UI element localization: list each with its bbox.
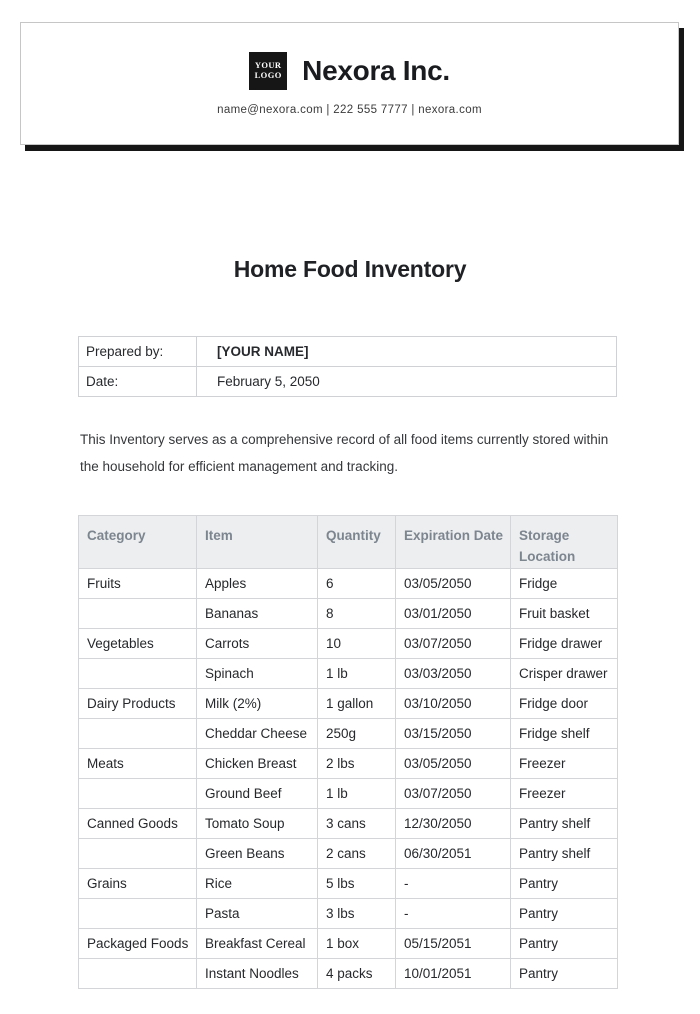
logo-text-line2: LOGO: [254, 69, 282, 80]
table-cell: Chicken Breast: [197, 749, 318, 779]
inventory-table: [78, 515, 618, 989]
page-title: Home Food Inventory: [233, 256, 467, 282]
table-cell: 8: [318, 599, 396, 629]
table-cell: 2 cans: [318, 839, 396, 869]
prepared-by-label: Prepared by:: [79, 337, 197, 367]
contact-line: name@nexora.com | 222 555 7777 | nexora.com: [217, 103, 482, 116]
column-header-item: Item: [197, 516, 318, 569]
table-row: [79, 869, 618, 899]
table-cell: Fruits: [79, 569, 197, 599]
company-name: Nexora Inc.: [302, 54, 450, 86]
table-cell: Dairy Products: [79, 689, 197, 719]
table-cell: 2 lbs: [318, 749, 396, 779]
table-cell: Carrots: [197, 629, 318, 659]
table-cell: Packaged Foods: [79, 929, 197, 959]
table-row: [79, 659, 618, 689]
table-cell: Fridge drawer: [511, 629, 618, 659]
brand-row: [249, 52, 450, 90]
table-cell: 10/01/2051: [396, 959, 511, 989]
column-header-category: Category: [79, 516, 197, 569]
letterhead-card: [20, 22, 679, 145]
table-cell: 6: [318, 569, 396, 599]
date-value: February 5, 2050: [197, 367, 617, 397]
table-cell: 1 lb: [318, 779, 396, 809]
company-logo-icon: [249, 52, 287, 90]
table-cell: 03/07/2050: [396, 779, 511, 809]
table-cell: 250g: [318, 719, 396, 749]
table-row: [79, 689, 618, 719]
table-cell: 06/30/2051: [396, 839, 511, 869]
table-cell: Spinach: [197, 659, 318, 689]
table-cell: Pantry: [511, 959, 618, 989]
table-cell: Ground Beef: [197, 779, 318, 809]
table-cell: Milk (2%): [197, 689, 318, 719]
table-cell: 05/15/2051: [396, 929, 511, 959]
table-cell: Crisper drawer: [511, 659, 618, 689]
table-row: [79, 839, 618, 869]
table-cell: 3 cans: [318, 809, 396, 839]
table-cell: 1 lb: [318, 659, 396, 689]
table-cell: -: [396, 869, 511, 899]
table-cell: 1 gallon: [318, 689, 396, 719]
table-cell: 10: [318, 629, 396, 659]
table-cell: Instant Noodles: [197, 959, 318, 989]
table-cell: Pantry shelf: [511, 839, 618, 869]
column-header-expiration-date: Expiration Date: [396, 516, 511, 569]
table-cell: Breakfast Cereal: [197, 929, 318, 959]
table-cell: Fridge: [511, 569, 618, 599]
table-cell: [79, 839, 197, 869]
table-cell: Pasta: [197, 899, 318, 929]
meta-table: [78, 336, 617, 397]
table-cell: [79, 779, 197, 809]
table-cell: [79, 719, 197, 749]
table-cell: Fridge shelf: [511, 719, 618, 749]
table-cell: Fridge door: [511, 689, 618, 719]
table-cell: [79, 599, 197, 629]
meta-row-date: [79, 367, 617, 397]
table-cell: -: [396, 899, 511, 929]
table-cell: 5 lbs: [318, 869, 396, 899]
table-cell: 12/30/2050: [396, 809, 511, 839]
table-cell: Freezer: [511, 779, 618, 809]
table-cell: Green Beans: [197, 839, 318, 869]
table-cell: Cheddar Cheese: [197, 719, 318, 749]
description-paragraph: This Inventory serves as a comprehensive record of all food items currently stored within the household for efficient management and tracking.: [80, 432, 609, 474]
table-cell: Rice: [197, 869, 318, 899]
table-cell: 1 box: [318, 929, 396, 959]
table-cell: 03/05/2050: [396, 749, 511, 779]
table-cell: 03/10/2050: [396, 689, 511, 719]
table-cell: 3 lbs: [318, 899, 396, 929]
column-header-quantity: Quantity: [318, 516, 396, 569]
table-cell: Freezer: [511, 749, 618, 779]
table-cell: 4 packs: [318, 959, 396, 989]
column-header-storage-location: Storage Location: [511, 516, 618, 569]
table-cell: 03/07/2050: [396, 629, 511, 659]
table-row: [79, 959, 618, 989]
table-cell: [79, 659, 197, 689]
table-cell: Tomato Soup: [197, 809, 318, 839]
table-cell: Apples: [197, 569, 318, 599]
table-row: [79, 599, 618, 629]
table-cell: Pantry: [511, 869, 618, 899]
table-cell: Vegetables: [79, 629, 197, 659]
table-row: [79, 779, 618, 809]
table-cell: Fruit basket: [511, 599, 618, 629]
table-row: [79, 719, 618, 749]
table-cell: Meats: [79, 749, 197, 779]
table-row: [79, 569, 618, 599]
table-cell: Pantry: [511, 899, 618, 929]
logo-text-line1: YOUR: [254, 59, 282, 70]
table-cell: 03/05/2050: [396, 569, 511, 599]
table-cell: 03/01/2050: [396, 599, 511, 629]
prepared-by-value: [YOUR NAME]: [197, 337, 617, 367]
table-row: [79, 749, 618, 779]
table-row: [79, 899, 618, 929]
table-cell: Canned Goods: [79, 809, 197, 839]
inventory-body: [79, 569, 618, 989]
table-cell: Grains: [79, 869, 197, 899]
table-cell: Bananas: [197, 599, 318, 629]
table-cell: 03/15/2050: [396, 719, 511, 749]
inventory-header-row: [79, 516, 618, 569]
meta-row-prepared-by: [79, 337, 617, 367]
table-cell: Pantry: [511, 929, 618, 959]
table-row: [79, 809, 618, 839]
table-cell: [79, 899, 197, 929]
table-row: [79, 629, 618, 659]
table-cell: 03/03/2050: [396, 659, 511, 689]
table-cell: [79, 959, 197, 989]
table-cell: Pantry shelf: [511, 809, 618, 839]
date-label: Date:: [79, 367, 197, 397]
table-row: [79, 929, 618, 959]
